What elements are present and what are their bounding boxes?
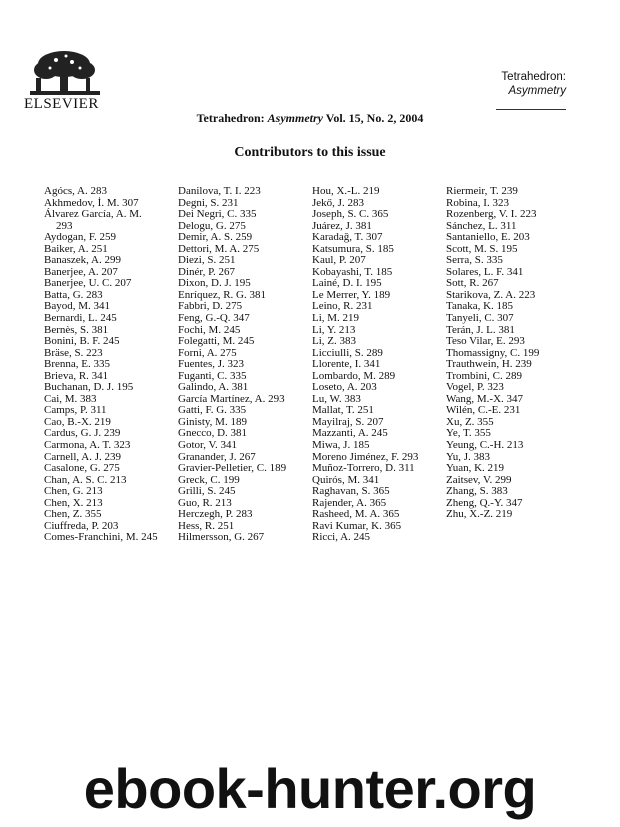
- contributor-entry: Gnecco, D. 381: [178, 427, 248, 440]
- contributor-entry: Hess, R. 251: [178, 519, 235, 532]
- contributor-entry: Quirós, M. 341: [312, 473, 380, 486]
- contributor-entry: Moreno Jiménez, F. 293: [312, 450, 419, 463]
- contributor-entry: Zheng, Q.-Y. 347: [446, 496, 523, 509]
- page-title: Contributors to this issue: [234, 145, 386, 160]
- contributor-entry: Chen, G. 213: [44, 485, 103, 498]
- contributor-entry: Katsumura, S. 185: [312, 242, 394, 255]
- contributor-entry: Muñoz-Torrero, D. 311: [312, 462, 415, 475]
- contributor-entry: Trombini, C. 289: [446, 369, 523, 382]
- contributor-entry: Vogel, P. 323: [446, 381, 504, 394]
- contributor-entry: Zhu, X.-Z. 219: [446, 508, 513, 521]
- journal-subtitle: Asymmetry: [508, 85, 566, 97]
- contributor-entry: Chen, X. 213: [44, 496, 103, 509]
- contributors-column-2: [178, 186, 286, 544]
- contributor-entry: Riermeir, T. 239: [446, 185, 518, 197]
- contributor-entry: Ye, T. 355: [446, 427, 491, 440]
- issue-suffix: Vol. 15, No. 2, 2004: [322, 111, 424, 125]
- contributor-entry: Granander, J. 267: [178, 450, 256, 463]
- contributor-entry: Aydogan, F. 259: [44, 231, 117, 244]
- contributor-entry: Bernardi, L. 245: [44, 312, 117, 325]
- watermark-link[interactable]: ebook-hunter.org: [83, 757, 537, 820]
- contributor-entry: Ciuffreda, P. 203: [44, 519, 119, 532]
- contributor-entry: Tanaka, K. 185: [446, 300, 514, 313]
- publisher-name: ELSEVIER: [24, 96, 99, 112]
- contributor-entry: 293: [56, 219, 73, 232]
- contributor-entry: Grilli, S. 245: [178, 485, 236, 498]
- contributor-entry: Sott, R. 267: [446, 277, 499, 290]
- contributor-entry: Mazzanti, A. 245: [312, 427, 388, 440]
- contributor-entry: Raghavan, S. 365: [312, 485, 390, 498]
- contributor-entry: Leino, R. 231: [312, 300, 373, 313]
- contributor-entry: Lombardo, M. 289: [312, 369, 396, 382]
- contributor-entry: Agócs, A. 283: [44, 185, 107, 197]
- contributor-entry: Enríquez, R. G. 381: [178, 288, 266, 301]
- contributor-entry: Cao, B.-X. 219: [44, 415, 111, 428]
- contributor-entry: Gravier-Pelletier, C. 189: [178, 462, 287, 475]
- contributor-entry: Zhang, S. 383: [446, 485, 508, 498]
- contributor-entry: Yuan, K. 219: [446, 462, 505, 475]
- contributor-entry: Le Merrer, Y. 189: [312, 288, 391, 301]
- contributor-entry: Rozenberg, V. I. 223: [446, 208, 537, 221]
- contributor-entry: Wang, M.-X. 347: [446, 392, 524, 405]
- contributor-entry: Brieva, R. 341: [44, 369, 109, 382]
- contributor-entry: Li, Y. 213: [312, 323, 356, 336]
- contributor-entry: Robina, I. 323: [446, 196, 509, 209]
- contributor-entry: Galindo, A. 381: [178, 381, 249, 394]
- contributor-entry: Carmona, A. T. 323: [44, 439, 131, 452]
- contributor-entry: Hou, X.-L. 219: [312, 185, 380, 197]
- contributor-entry: Dettori, M. A. 275: [178, 242, 260, 255]
- contributor-entry: Baiker, A. 251: [44, 242, 108, 255]
- contributor-entry: Akhmedov, İ. M. 307: [44, 196, 139, 209]
- contributor-entry: Li, Z. 383: [312, 335, 356, 348]
- contributor-entry: Solares, L. F. 341: [446, 265, 524, 278]
- contributor-entry: Ravi Kumar, K. 365: [312, 519, 402, 532]
- contributor-entry: Dixon, D. J. 195: [178, 277, 251, 290]
- contributor-entry: Juárez, J. 381: [312, 219, 372, 232]
- contributor-entry: Bonini, B. F. 245: [44, 335, 120, 348]
- contributors-column-1: [44, 186, 158, 544]
- contributor-entry: Lu, W. 383: [312, 392, 361, 405]
- contributor-entry: Tanyeli, C. 307: [446, 312, 514, 325]
- contributor-entry: Fochi, M. 245: [178, 323, 241, 336]
- contributor-entry: Folegatti, M. 245: [178, 335, 255, 348]
- contributor-entry: Ricci, A. 245: [312, 531, 371, 544]
- contributor-entry: Mayilraj, S. 207: [312, 415, 384, 428]
- contributor-entry: Chen, Z. 355: [44, 508, 102, 521]
- contributor-entry: Wilén, C.-E. 231: [446, 404, 521, 417]
- contributor-entry: Carnell, A. J. 239: [44, 450, 121, 463]
- contributor-entry: Miwa, J. 185: [312, 439, 370, 452]
- contributor-entry: Terán, J. L. 381: [446, 323, 515, 336]
- contributor-entry: Yeung, C.-H. 213: [446, 439, 524, 452]
- contributor-entry: Lainé, D. I. 195: [312, 277, 382, 290]
- issue-journal: Asymmetry: [267, 111, 323, 125]
- contributor-entry: Llorente, I. 341: [312, 358, 381, 371]
- contributor-entry: Karadağ, T. 307: [312, 231, 383, 244]
- contributors-column-4: [446, 186, 539, 521]
- contributor-entry: Batta, G. 283: [44, 288, 103, 301]
- contributor-entry: Joseph, S. C. 365: [312, 208, 389, 221]
- contributor-entry: Yu, J. 383: [446, 450, 491, 463]
- contributor-entry: Jekő, J. 283: [312, 196, 364, 209]
- contributor-entry: Fuentes, J. 323: [178, 358, 244, 371]
- contributor-entry: Diezi, S. 251: [178, 254, 236, 267]
- journal-title: Tetrahedron:: [501, 71, 566, 83]
- contributor-entry: Santaniello, E. 203: [446, 231, 530, 244]
- contributor-entry: Bayod, M. 341: [44, 300, 110, 313]
- contributor-entry: Delogu, G. 275: [178, 219, 246, 232]
- contributor-entry: Rajender, A. 365: [312, 496, 387, 509]
- contributor-entry: Chan, A. S. C. 213: [44, 473, 127, 486]
- contributor-entry: Licciulli, S. 289: [312, 346, 383, 359]
- contributor-entry: Zaitsev, V. 299: [446, 473, 512, 486]
- contributor-entry: Camps, P. 311: [44, 404, 107, 417]
- contributor-entry: Greck, C. 199: [178, 473, 240, 486]
- contributor-entry: Li, M. 219: [312, 312, 360, 325]
- issue-line: [0, 111, 620, 126]
- contributor-entry: Herczegh, P. 283: [178, 508, 253, 521]
- contributor-entry: Kaul, P. 207: [312, 254, 366, 267]
- contributor-entry: Degni, S. 231: [178, 196, 239, 209]
- contributor-entry: Cai, M. 383: [44, 392, 97, 405]
- contributor-entry: Danilova, T. I. 223: [178, 185, 261, 197]
- contributor-entry: Brenna, E. 335: [44, 358, 110, 371]
- contributor-entry: Banaszek, A. 299: [44, 254, 121, 267]
- contributor-entry: Loseto, A. 203: [312, 381, 377, 394]
- contributor-entry: Álvarez García, A. M.: [44, 208, 142, 221]
- issue-prefix: Tetrahedron:: [196, 111, 268, 125]
- contributor-entry: Gatti, F. G. 335: [178, 404, 247, 417]
- contributor-entry: Thomassigny, C. 199: [446, 346, 540, 359]
- contributor-entry: Ginisty, M. 189: [178, 415, 247, 428]
- contributor-entry: Serra, S. 335: [446, 254, 503, 267]
- elsevier-tree-logo: [22, 48, 110, 98]
- contributor-entry: Starikova, Z. A. 223: [446, 288, 536, 301]
- contributor-entry: Mallat, T. 251: [312, 404, 374, 417]
- contributor-entry: Comes-Franchini, M. 245: [44, 531, 158, 544]
- contributor-entry: Banerjee, U. C. 207: [44, 277, 132, 290]
- contributor-entry: Guo, R. 213: [178, 496, 232, 509]
- contributor-entry: Trauthwein, H. 239: [446, 358, 532, 371]
- contributor-entry: Xu, Z. 355: [446, 415, 494, 428]
- contributor-entry: Forni, A. 275: [178, 346, 237, 359]
- contributor-entry: Banerjee, A. 207: [44, 265, 118, 278]
- contributor-entry: Hilmersson, G. 267: [178, 531, 265, 544]
- contributor-entry: Feng, G.-Q. 347: [178, 312, 250, 325]
- contributor-entry: Sánchez, L. 311: [446, 219, 517, 232]
- contributor-entry: Dinér, P. 267: [178, 265, 236, 278]
- journal-title-box: [501, 70, 566, 98]
- contributor-entry: Bräse, S. 223: [44, 346, 103, 359]
- contributor-entry: Dei Negri, C. 335: [178, 208, 257, 221]
- contributor-entry: Fabbri, D. 275: [178, 300, 243, 313]
- contributor-entry: Casalone, G. 275: [44, 462, 120, 475]
- contributor-entry: Scott, M. S. 195: [446, 242, 518, 255]
- contributors-column-3: [312, 186, 418, 544]
- contributor-entry: Cardus, G. J. 239: [44, 427, 121, 440]
- contributor-entry: Bernès, S. 381: [44, 323, 109, 336]
- contributor-entry: García Martínez, A. 293: [178, 392, 285, 405]
- contributor-entry: Gotor, V. 341: [178, 439, 238, 452]
- contributor-entry: Teso Vilar, E. 293: [446, 335, 525, 348]
- contributor-entry: Demir, A. S. 259: [178, 231, 253, 244]
- contributor-entry: Rasheed, M. A. 365: [312, 508, 400, 521]
- contributor-entry: Fuganti, C. 335: [178, 369, 247, 382]
- journal-rule: [496, 109, 566, 110]
- contributor-entry: Kobayashi, T. 185: [312, 265, 393, 278]
- contributor-entry: Buchanan, D. J. 195: [44, 381, 134, 394]
